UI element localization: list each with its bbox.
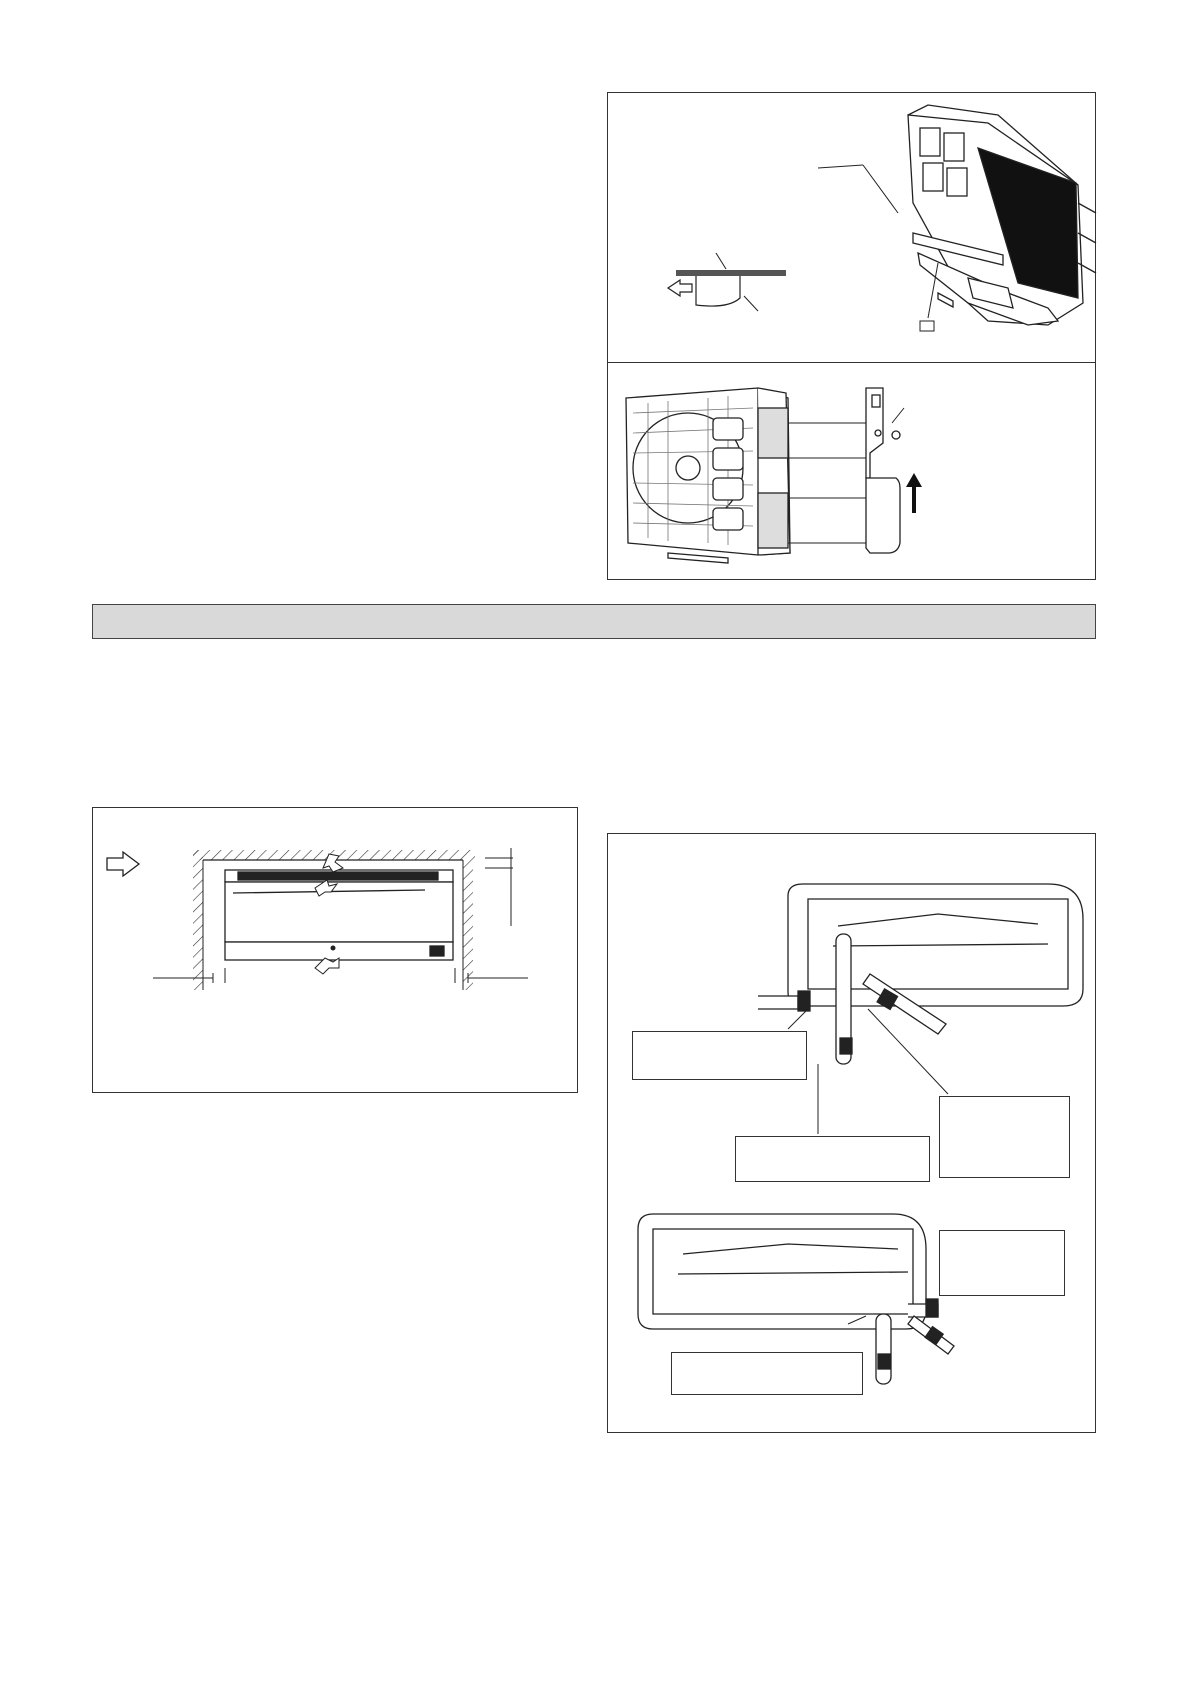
piping-label-right <box>939 1096 1070 1178</box>
indoor-clearance-illustration <box>93 808 579 1094</box>
piping-label-upper-right-lower <box>939 1230 1065 1296</box>
piping-label-left <box>632 1031 807 1080</box>
section-heading-bar <box>92 604 1096 639</box>
piping-label-bottom <box>735 1136 930 1182</box>
piping-label-lower-left <box>671 1352 863 1395</box>
drain-cap-illustration <box>608 93 1097 364</box>
outdoor-valve-cover-figure <box>607 362 1096 580</box>
drain-cap-figure <box>607 92 1096 363</box>
outdoor-unit-illustration <box>608 363 1097 581</box>
indoor-clearance-figure <box>92 807 578 1093</box>
piping-direction-figure <box>607 833 1096 1433</box>
